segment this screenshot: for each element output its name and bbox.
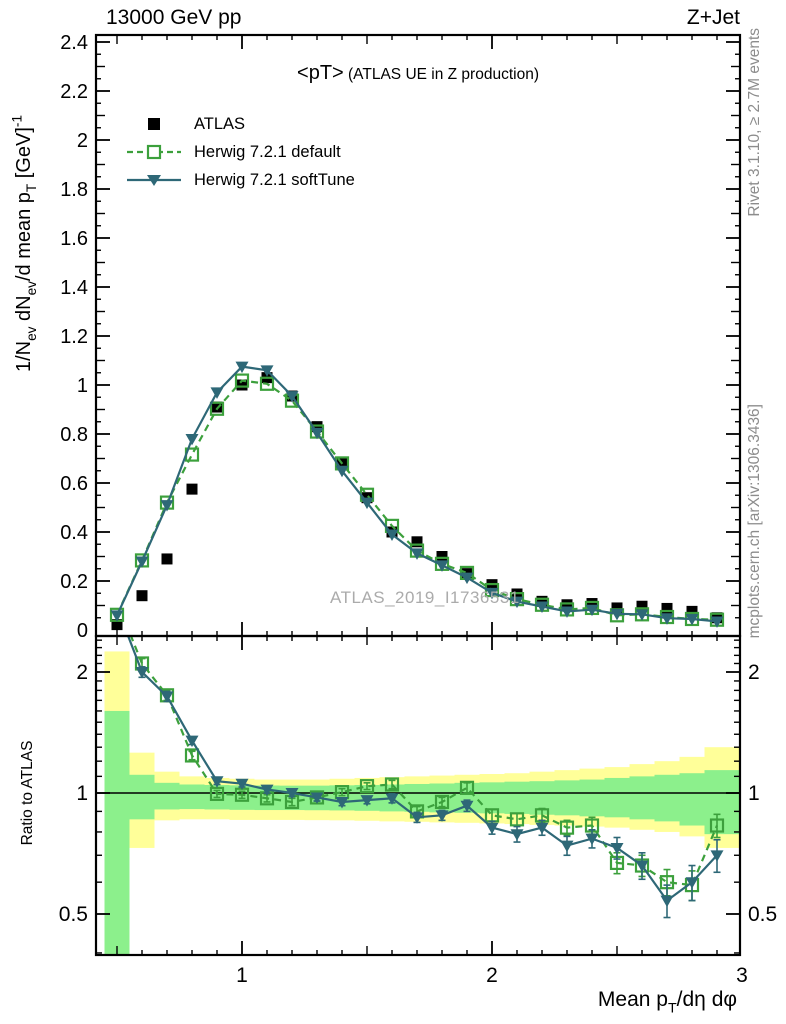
svg-text:0: 0: [76, 620, 88, 642]
observable-name: <pT>: [297, 62, 344, 84]
svg-text:Mean pT/dη dφ: Mean $p_T/d\eta$ dφ: [597, 988, 737, 1017]
legend-square-default: [148, 146, 160, 158]
legend-item-atlas: [126, 110, 355, 138]
legend-item-herwig-softtune: [126, 166, 355, 194]
mcplots-note: mcplots.cern.ch [arXiv:1306.3436]: [746, 403, 763, 638]
ratio-uncertainty-bands: [105, 651, 741, 955]
analysis-watermark: ATLAS_2019_I1736531: [330, 588, 520, 607]
svg-text:1.6: 1.6: [60, 228, 88, 250]
svg-text:0.5: 0.5: [748, 903, 778, 926]
svg-text:2: 2: [76, 661, 88, 684]
svg-text:1: 1: [76, 375, 88, 397]
svg-text:2.4: 2.4: [60, 32, 88, 54]
svg-text:1: 1: [236, 964, 248, 987]
svg-text:2.2: 2.2: [60, 81, 88, 103]
legend: [126, 110, 355, 194]
legend-item-herwig-default: [126, 138, 355, 166]
legend-square-atlas: [148, 118, 160, 130]
svg-text:1: 1: [748, 782, 760, 805]
legend-label: Herwig 7.2.1 softTune: [194, 170, 355, 189]
legend-label: Herwig 7.2.1 default: [194, 142, 341, 161]
open-square-marker-icon: [126, 143, 182, 161]
svg-text:0.2: 0.2: [60, 571, 88, 593]
atlas-marker-icon: [126, 115, 182, 133]
svg-text:2: 2: [76, 130, 88, 152]
svg-text:0.8: 0.8: [60, 424, 88, 446]
svg-text:Ratio to ATLAS: Ratio to ATLAS: [19, 740, 36, 846]
svg-text:0.4: 0.4: [60, 522, 88, 544]
plot-title: [96, 62, 740, 85]
rivet-version-note: Rivet 3.1.10, ≥ 2.7M events: [746, 28, 763, 217]
svg-text:1.2: 1.2: [60, 326, 88, 348]
svg-text:0.6: 0.6: [60, 473, 88, 495]
svg-text:1/Nev dNev/d mean pT [GeV]-1: $1/N_{ev}$ $dN_{ev}/d$ mean $p_T$ [GeV]$^{-1}$: [9, 114, 39, 372]
svg-text:1: 1: [76, 782, 88, 805]
beam-energy-title: 13000 GeV pp: [106, 6, 242, 29]
triangle-down-marker-icon: [126, 171, 182, 189]
svg-text:0.5: 0.5: [58, 903, 88, 926]
svg-text:3: 3: [736, 964, 748, 987]
svg-text:2: 2: [486, 964, 498, 987]
process-title: Z+Jet: [686, 6, 740, 29]
legend-label: ATLAS: [194, 114, 246, 133]
observable-context: (ATLAS UE in Z production): [343, 66, 539, 83]
svg-text:2: 2: [748, 661, 760, 684]
svg-text:1.8: 1.8: [60, 179, 88, 201]
svg-text:1.4: 1.4: [60, 277, 88, 299]
